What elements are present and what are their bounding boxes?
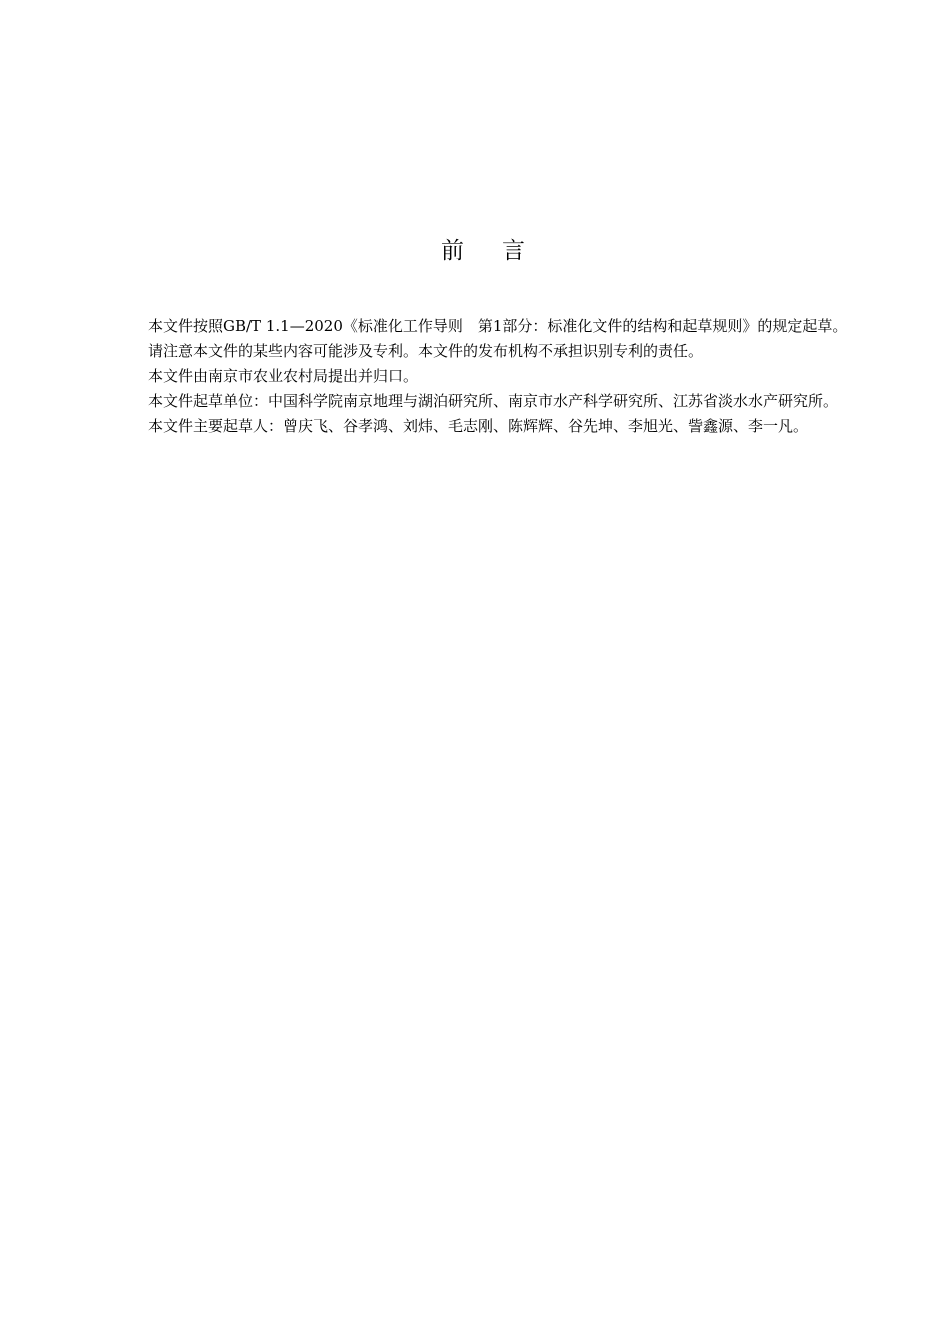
- paragraph-drafting-rules: 本文件按照GB/T 1.1—2020《标准化工作导则 第1部分：标准化文件的结构和起草规则》的规定起草。: [148, 317, 848, 335]
- paragraph-proposer: 本文件由南京市农业农村局提出并归口。: [148, 367, 419, 385]
- foreword-body: [114, 314, 862, 439]
- paragraph-drafters: 本文件主要起草人：曾庆飞、谷孝鸿、刘炜、毛志刚、陈辉辉、谷先坤、李旭光、訾鑫源、李一凡。: [148, 417, 809, 435]
- paragraph-drafting-units: 本文件起草单位：中国科学院南京地理与湖泊研究所、南京市水产科学研究所、江苏省淡水水产研究所。: [148, 392, 839, 410]
- paragraph-patent-notice: 请注意本文件的某些内容可能涉及专利。本文件的发布机构不承担识别专利的责任。: [148, 342, 704, 360]
- page-title: 前言: [441, 238, 563, 264]
